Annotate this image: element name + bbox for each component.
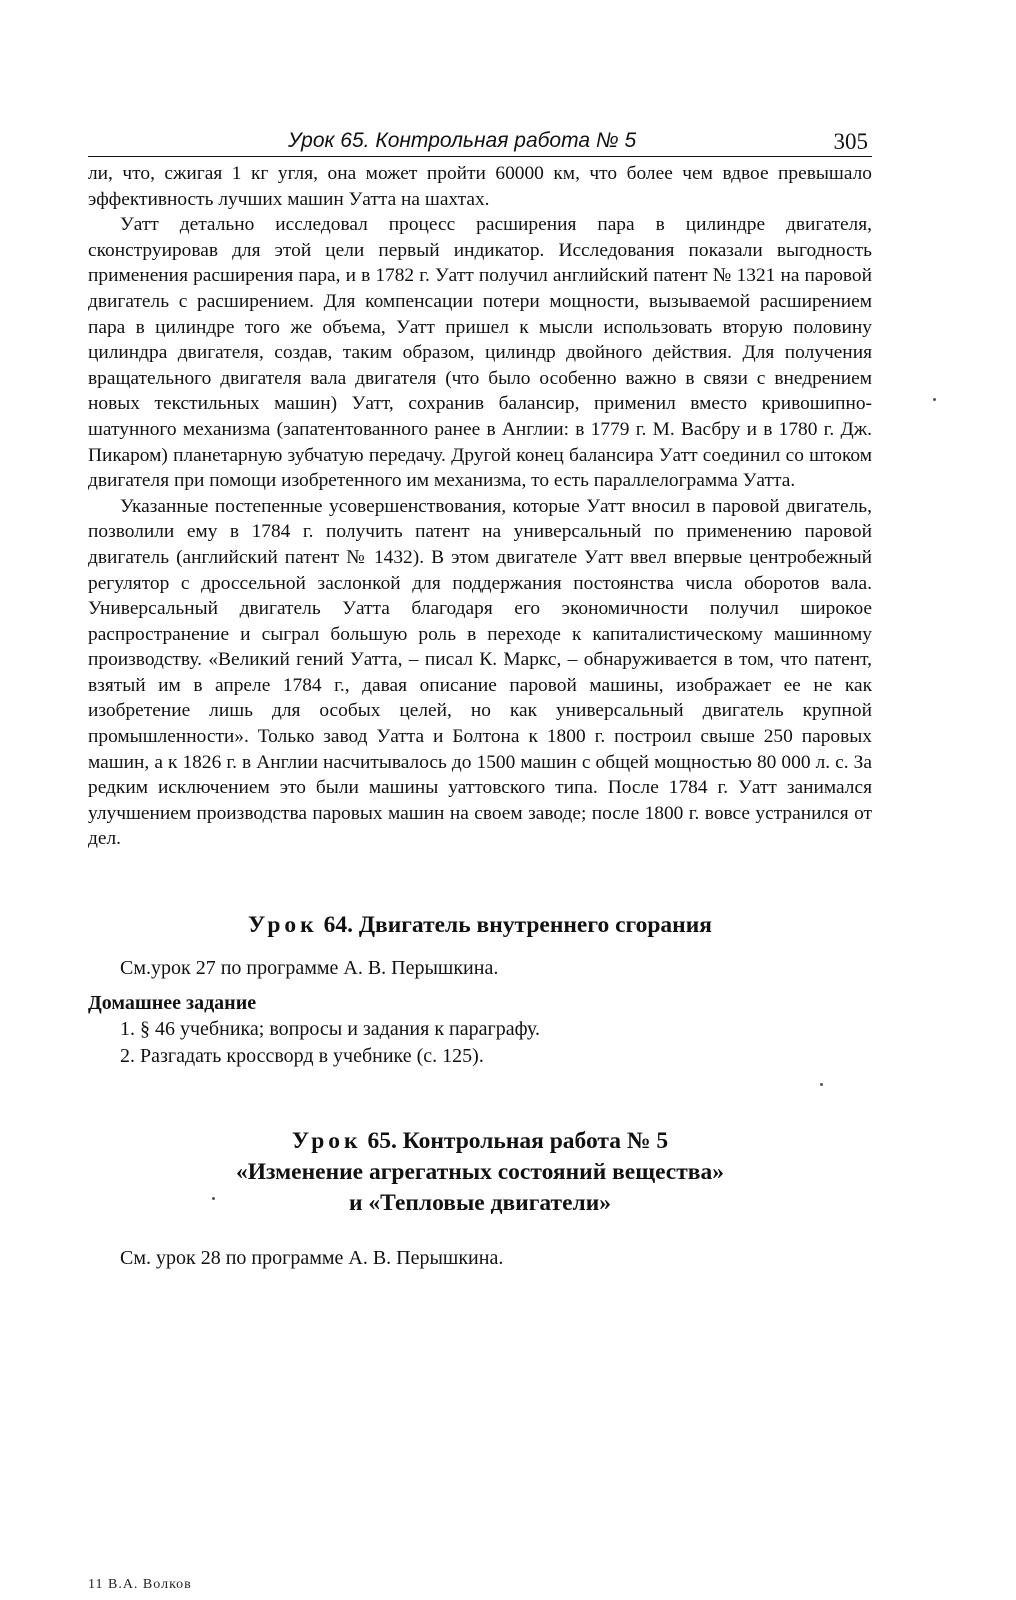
lesson-64-title: 64. Двигатель внутреннего сгорания — [323, 912, 712, 939]
homework-item: 2. Разгадать кроссворд в учебнике (с. 125). — [120, 1045, 484, 1068]
lesson-65-heading-line2: «Изменение агрегатных состояний вещества» — [236, 1159, 724, 1186]
lesson-65-heading — [88, 1126, 872, 1219]
lesson-65-heading-line1 — [88, 1126, 872, 1157]
lesson-64-reference: См.урок 27 по программе А. В. Перышкина. — [120, 957, 499, 980]
printer-signature: 11 В.А. Волков — [88, 1577, 192, 1592]
paragraph-indicator: Уатт детально исследовал процесс расширения пара в цилиндре двигателя, сконструировав для этой цели первый индикатор. Исследования показали выгодность применения расширения пара, и в 1782 г. Уатт получил английский патент № 1321 на паровой двигатель с расширением. Для компенсации потери мощности, вызываемой расширением пара в цилиндре того же объема, Уатт пришел к мысли использовать вторую половину цилиндра двигателя, создав, таким образом, цилиндр двойного действия. Для получения вращательного двигателя вала двигателя (что было особенно важно в связи с внедрением новых текстильных машин) Уатт, сохранив балансир, применил вместо кривошипно-шатунного механизма (запатентованного ранее в Англии: в 1779 г. М. Васбру и в 1780 г. Дж. Пикаром) планетарную зубчатую передачу. Другой конец балансира Уатт соединил со штоком двигателя при помощи изобретенного им механизма, то есть параллелограмма Уатта. — [88, 214, 872, 492]
lesson-65-word: Урок — [291, 1128, 362, 1155]
body-text — [88, 161, 872, 852]
scan-speck — [212, 1197, 215, 1200]
paragraph-continuation: ли, что, сжигая 1 кг угля, она может пройти 60000 км, что более чем вдвое превышало эффективность лучших машин Уатта на шахтах. — [88, 163, 872, 210]
scan-speck — [933, 398, 936, 401]
running-title: Урок 65. Контрольная работа № 5 — [288, 129, 637, 152]
scan-speck — [820, 1083, 823, 1086]
lesson-64-word: Урок — [248, 912, 318, 939]
homework-item: 1. § 46 учебника; вопросы и задания к параграфу. — [120, 1018, 541, 1041]
paragraph-universal-engine: Указанные постепенные усовершенствования, которые Уатт вносил в паровой двигатель, позволили ему в 1784 г. получить патент на универсальный по применению паровой двигатель (английский патент № 1432). В этом двигателе Уатт ввел впервые центробежный регулятор с дроссельной заслонкой для поддержания постоянства числа оборотов вала. Универсальный двигатель Уатта благодаря его экономичности получил широкое распространение и сыграл большую роль в переходе к капиталистическому машинному производству. «Великий гений Уатта, – писал К. Маркс, – обнаруживается в том, что патент, взятый им в апреле 1784 г., давая описание паровой машины, изображает ее не как изобретение лишь для особых целей, но как универсальный двигатель крупной промышленности». Только завод Уатта и Болтона к 1800 г. построил свыше 250 паровых машин, а к 1826 г. в Англии насчитывалось до 1500 машин с общей мощностью 80 000 л. с. За редким исключением это были машины уаттовского типа. После 1784 г. Уатт занимался улучшением производства паровых машин на своем заводе; после 1800 г. вовсе устранился от дел. — [88, 495, 872, 850]
lesson-65-reference: См. урок 28 по программе А. В. Перышкина. — [120, 1247, 504, 1270]
lesson-64-heading — [88, 910, 872, 941]
page-number: 305 — [833, 129, 868, 154]
lesson-65-heading-line3: и «Тепловые двигатели» — [349, 1190, 611, 1217]
running-header — [88, 122, 872, 157]
book-page — [88, 122, 872, 1272]
lesson-65-title: 65. Контрольная работа № 5 — [367, 1128, 669, 1155]
homework-title: Домашнее задание — [88, 992, 257, 1015]
homework-list — [120, 1016, 872, 1070]
